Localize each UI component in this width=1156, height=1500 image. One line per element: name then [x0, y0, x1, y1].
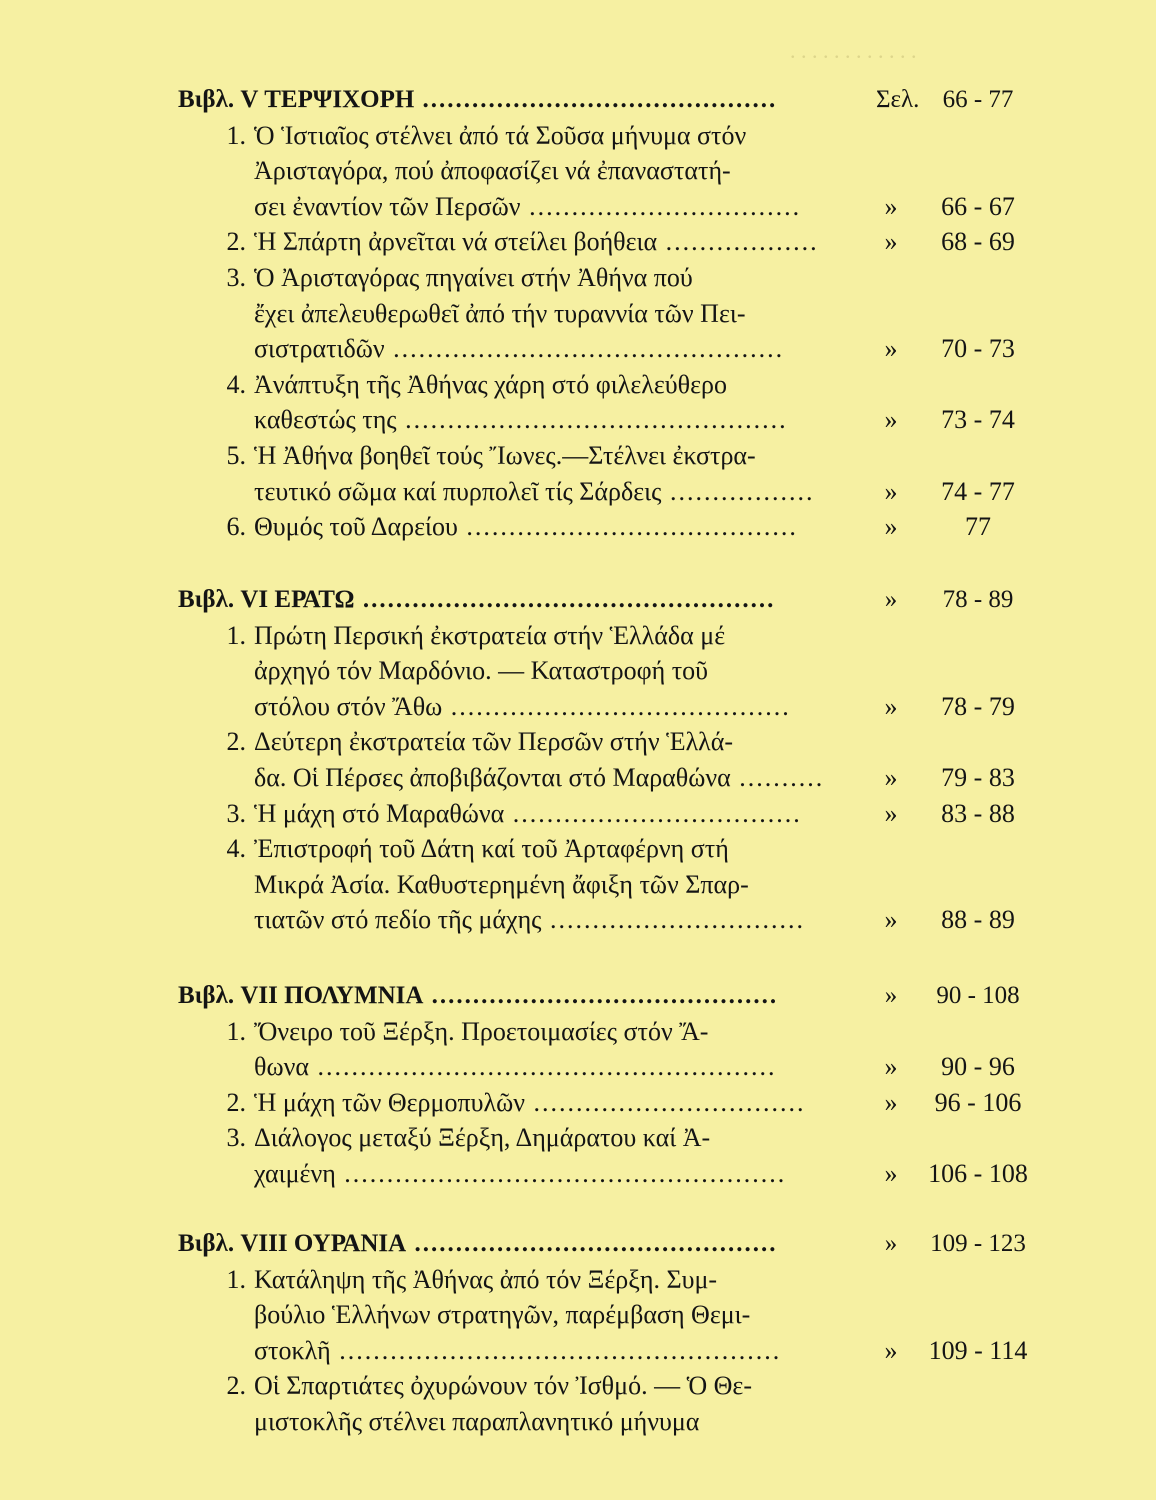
page-range: 66 - 67 [941, 191, 1015, 221]
entry-text: θωνα ...................................................... [254, 1052, 777, 1082]
dot-leader: .................. [657, 227, 819, 257]
book-title: Βιβλ. VIII ΟΥΡΑΝΙΑ ............................................ [178, 1230, 778, 1257]
dot-leader: ........................................ [442, 691, 791, 721]
entry-text: βούλιο Ἑλλήνων στρατηγῶν, παρέμβαση Θεμι- [254, 1300, 751, 1330]
page-ref-marker: » [884, 586, 898, 613]
entry-text: σιστρατιδῶν .............................................. [254, 334, 785, 364]
entry-text: Κατάληψη τῆς Ἀθήνας ἀπό τόν Ξέρξη. Συμ- [254, 1264, 718, 1294]
page-ref-marker: » [884, 512, 898, 542]
page-ref-marker: » [884, 476, 898, 506]
dot-leader: .................................. [504, 798, 802, 828]
bleed-through-text: . . . . . . . . . . . . [790, 38, 917, 63]
toc-entry-line [178, 1333, 1038, 1369]
entry-text: μιστοκλῆς στέλνει παραπλανητικό μήνυμα [254, 1407, 700, 1436]
toc-entry-line [178, 367, 1038, 403]
entry-number: 2. [226, 727, 246, 757]
entry-text: Δεύτερη ἐκστρατεία τῶν Περσῶν στήν Ἑλλά- [254, 727, 734, 757]
toc-entry-line [178, 1368, 1038, 1404]
book-title: Βιβλ. VII ΠΟΛΥΜΝΙΑ .......................................... [178, 982, 779, 1009]
entry-text: Μικρά Ἀσία. Καθυστερημένη ἄφιξη τῶν Σπαρ- [254, 869, 749, 899]
page-ref-marker: » [884, 763, 898, 792]
entry-text: Ἡ μάχη στό Μαραθώνα .................................. [254, 798, 802, 828]
toc-entry-line [178, 474, 1038, 510]
entry-text: Οἱ Σπαρτιάτες ὀχυρώνουν τόν Ἰσθμό. — Ὁ Θε- [254, 1371, 752, 1401]
dot-leader: ............................................ [406, 1230, 778, 1257]
book-heading [178, 582, 1038, 618]
toc-entry-line [178, 509, 1038, 545]
page-ref-marker: » [884, 798, 898, 828]
page-range: 68 - 69 [941, 227, 1015, 257]
entry-number: 3. [226, 1123, 246, 1153]
page-range: 66 - 77 [942, 86, 1014, 113]
page-ref-marker: » [884, 1159, 898, 1188]
dot-leader: .................................................... [335, 1159, 787, 1188]
dot-leader: .......... [730, 763, 825, 792]
page-ref-marker: » [884, 1230, 898, 1257]
page-range: 90 - 96 [941, 1052, 1015, 1082]
page-range: 79 - 83 [941, 763, 1015, 792]
entry-number: 1. [226, 1264, 246, 1294]
dot-leader: ...................................................... [308, 1052, 777, 1082]
toc-entry-line [178, 760, 1038, 796]
toc-entry-line [178, 260, 1038, 296]
toc-entry-line [178, 189, 1038, 225]
dot-leader: .......................................... [423, 982, 779, 1009]
dot-leader: ................................ [524, 1087, 806, 1117]
dot-leader: ............................................. [396, 405, 788, 435]
entry-text: τευτικό σῶμα καί πυρπολεῖ τίς Σάρδεις ................. [254, 476, 815, 506]
entry-text: Ὁ Ἱστιαῖος στέλνει ἀπό τά Σοῦσα μήνυμα στόν [254, 120, 747, 150]
toc-entry-line [178, 331, 1038, 367]
entry-number: 6. [226, 512, 246, 542]
entry-text: δα. Οἱ Πέρσες ἀποβιβάζονται στό Μαραθώνα .......... [254, 763, 825, 792]
page-range: 77 [965, 512, 991, 542]
entry-text: Ἀνάπτυξη τῆς Ἀθήνας χάρη στό φιλελεύθερο [254, 369, 728, 399]
toc-entry-line [178, 1120, 1038, 1156]
entry-text: Θυμός τοῦ Δαρείου ....................................... [254, 512, 798, 542]
entry-text: στόλου στόν Ἄθω ........................................ [254, 691, 791, 721]
dot-leader: .................................................. [354, 586, 776, 613]
page-range: 96 - 106 [934, 1087, 1022, 1117]
page-range: 70 - 73 [941, 334, 1015, 364]
entry-text: χαιμένη .................................................... [254, 1159, 787, 1188]
page-ref-marker: » [884, 191, 898, 221]
entry-text: σει ἐναντίον τῶν Περσῶν ................................ [254, 191, 802, 221]
toc-entry-line [178, 402, 1038, 438]
entry-text: Ἡ μάχη τῶν Θερμοπυλῶν ................................ [254, 1087, 806, 1117]
dot-leader: .................................................... [330, 1335, 782, 1365]
entry-text: ἀρχηγό τόν Μαρδόνιο. — Καταστροφή τοῦ [254, 656, 709, 686]
entry-text: Ὁ Ἀρισταγόρας πηγαίνει στήν Ἀθήνα πού [254, 263, 693, 292]
entry-number: 3. [226, 798, 246, 828]
entry-text: Ὄνειρο τοῦ Ξέρξη. Προετοιμασίες στόν Ἄ- [254, 1016, 709, 1046]
page-range: 78 - 79 [941, 691, 1015, 721]
toc-entry-line [178, 153, 1038, 189]
toc-entry-line [178, 224, 1038, 260]
book-title: Βιβλ. VI ΕΡΑΤΩ .................................................. [178, 586, 776, 613]
entry-text: Διάλογος μεταξύ Ξέρξη, Δημάρατου καί Ἀ- [254, 1123, 711, 1153]
toc-entry-line [178, 831, 1038, 867]
page-range: 109 - 114 [928, 1335, 1028, 1365]
entry-number: 1. [226, 620, 246, 650]
toc-entry-line [178, 1014, 1038, 1050]
toc-entry-line [178, 1049, 1038, 1085]
entry-text: Ἡ Ἀθήνα βοηθεῖ τούς Ἴωνες.—Στέλνει ἐκστρα- [254, 441, 756, 470]
page-ref-marker: » [884, 334, 898, 364]
toc-entry-line [178, 902, 1038, 938]
page-ref-marker: » [884, 982, 898, 1009]
entry-text: Ἀρισταγόρα, πού ἀποφασίζει νά ἐπαναστατή- [254, 156, 731, 186]
entry-number: 4. [226, 369, 246, 399]
book-heading [178, 1226, 1038, 1262]
toc-entry-line [178, 296, 1038, 332]
toc-entry-line [178, 653, 1038, 689]
page-range: 88 - 89 [941, 905, 1015, 935]
dot-leader: .............................. [541, 905, 805, 935]
toc-entry-line [178, 618, 1038, 654]
entry-text: τιατῶν στό πεδίο τῆς μάχης .............................. [254, 905, 805, 935]
toc-entry-line [178, 724, 1038, 760]
dot-leader: ........................................... [414, 86, 778, 113]
page-ref-marker: Σελ. [876, 86, 920, 113]
toc-entry-line [178, 1085, 1038, 1121]
entry-number: 1. [226, 1016, 246, 1046]
toc-entry-line [178, 118, 1038, 154]
book-title: Βιβλ. V ΤΕΡΨΙΧΟΡΗ ........................................... [178, 86, 778, 113]
entry-number: 4. [226, 834, 246, 864]
page-ref-marker: » [884, 1335, 898, 1365]
book-heading [178, 82, 1038, 118]
toc-entry-line [178, 1404, 1038, 1440]
dot-leader: ................. [661, 476, 815, 506]
toc-entry-line [178, 1156, 1038, 1192]
dot-leader: ................................ [520, 191, 802, 221]
page-ref-marker: » [884, 905, 898, 935]
page-range: 83 - 88 [941, 798, 1015, 828]
toc-entry-line [178, 867, 1038, 903]
toc-entry-line [178, 689, 1038, 725]
page-ref-marker: » [884, 691, 898, 721]
entry-number: 2. [226, 1371, 246, 1401]
entry-text: Ἡ Σπάρτη ἀρνεῖται νά στείλει βοήθεια .................. [254, 227, 819, 257]
dot-leader: ....................................... [457, 512, 798, 542]
toc-entry-line [178, 1297, 1038, 1333]
page-ref-marker: » [884, 1087, 898, 1117]
page-range: 73 - 74 [941, 405, 1015, 435]
entry-number: 5. [226, 441, 246, 470]
toc-entry-line [178, 1262, 1038, 1298]
page-range: 109 - 123 [930, 1230, 1026, 1257]
page-range: 78 - 89 [942, 586, 1014, 613]
dot-leader: .............................................. [384, 334, 785, 364]
book-heading [178, 978, 1038, 1014]
entry-number: 2. [226, 227, 246, 257]
entry-number: 1. [226, 120, 246, 150]
entry-text: ἔχει ἀπελευθερωθεῖ ἀπό τήν τυραννία τῶν Πει- [254, 298, 746, 328]
entry-text: καθεστώς της ............................................. [254, 405, 788, 435]
entry-text: Πρώτη Περσική ἐκστρατεία στήν Ἑλλάδα μέ [254, 620, 726, 650]
page-range: 74 - 77 [941, 476, 1015, 506]
entry-text: στοκλῆ .................................................... [254, 1335, 782, 1365]
entry-text: Ἐπιστροφή τοῦ Δάτη καί τοῦ Ἀρταφέρνη στή [254, 834, 729, 864]
page-range: 90 - 108 [936, 982, 1020, 1009]
page-ref-marker: » [884, 227, 898, 257]
toc-entry-line [178, 796, 1038, 832]
toc-entry-line [178, 438, 1038, 474]
page-ref-marker: » [884, 405, 898, 435]
entry-number: 2. [226, 1087, 246, 1117]
entry-number: 3. [226, 263, 246, 292]
page-range: 106 - 108 [928, 1159, 1028, 1188]
page-ref-marker: » [884, 1052, 898, 1082]
